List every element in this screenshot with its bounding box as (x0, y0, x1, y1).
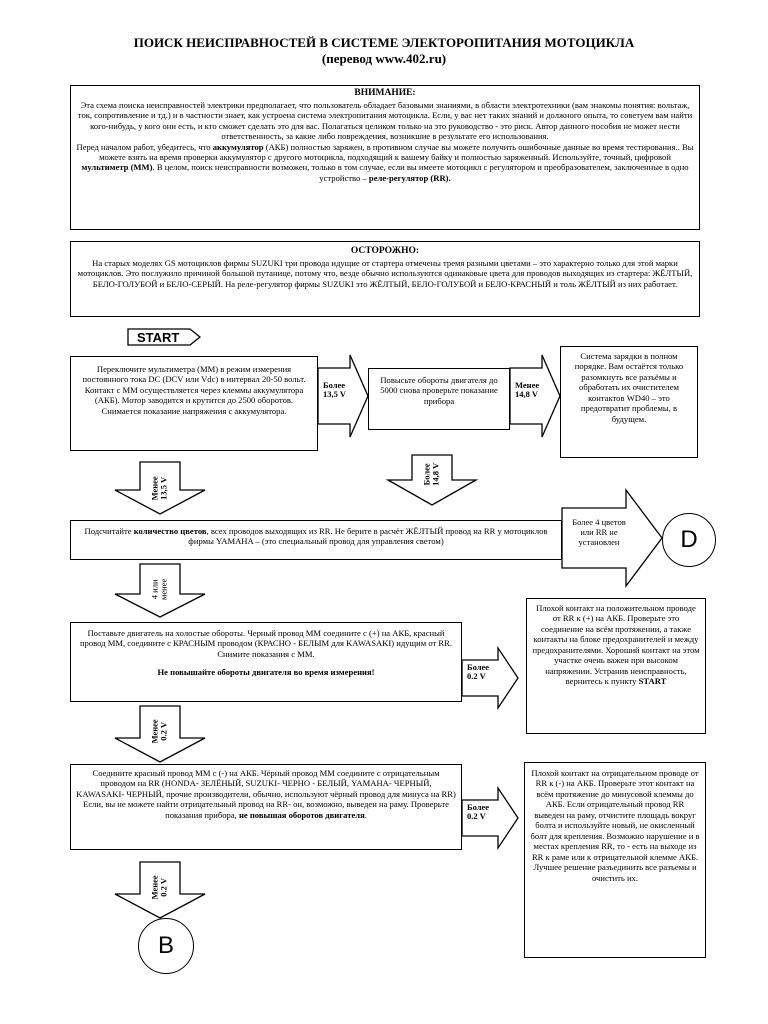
label-more-13-5: Более 13,5 V (323, 380, 346, 400)
start-label: START (137, 330, 180, 345)
warning-heading: ВНИМАНИЕ: (354, 88, 416, 98)
caution-text: На старых моделях GS мотоциклов фирмы SUZUKI три провода идущие от стартера отмечены тремя разными цветами – это характерно только для этой марки мотоциклов. Это послужило причиной большой путанице, потому что, везде обычно используются одинаковые цвета для проводов выходящих из стартера: ЖЁЛТЫЙ, БЕЛО-ГОЛУБОЙ и БЕЛО-СЕРЫЙ. На реле-регулятор фирмы SUZUKI это ЖЁЛТЫЙ, БЕЛО-ГОЛУБОЙ и БЕЛО-КРАСНЫЙ и толь ЖЁЛТЫЙ из них работает. (77, 257, 693, 289)
step4-warning: Не повышайте обороты двигателя во время измерения! (157, 667, 375, 678)
step3-box: Подсчитайте количество цветов, всех проводов выходящих из RR. Не берите в расчёт ЖЁЛТЫЙ провод на RR у мотоциклов фирмы YAMAHA – (это специальный провод для управления светом) (70, 520, 562, 560)
label-less-0-2-a: Менее 0.2 V (149, 719, 169, 744)
page-subtitle: (перевод www.402.ru) (321, 51, 447, 66)
negative-contact-box: Плохой контакт на отрицательном проводе от RR к (-) на АКБ. Проверьте этот контакт на всём протяжение до минусовой клеммы до АКБ. Если отрицательный провод RR выведен на раму, отчистите площадь вокруг болта и используйте новый, не окисленный болт для крепления. Возможно нарушение и в местах крепления RR, то - есть на выходе из RR к раме или к отрицательной клемме АКБ. Лучшее решение разъединить все разъемы и очистить их. (524, 762, 706, 958)
label-more-4-colors: Более 4 цветов или RR не установлен (572, 517, 626, 548)
page-title: ПОИСК НЕИСПРАВНОСТЕЙ В СИСТЕМЕ ЭЛЕКТОРОПИТАНИЯ МОТОЦИКЛА (133, 35, 635, 50)
step4-text: Поставьте двигатель на холостые обороты. Черный провод ММ соедините с (+) на АКБ, красный провод ММ, соедините с КРАСНЫМ проводом (КРАСНО - БЕЛЫМ для KAWASAKI) идущим от RR. Снимите показания с ММ. (79, 628, 453, 659)
label-more-0-2-a: Более 0.2 V (467, 662, 490, 682)
label-less-14-8: Менее 14,8 V (515, 380, 540, 400)
label-less-0-2-b: Менее 0.2 V (149, 875, 169, 900)
step2-box: Повысьте обороты двигателя до 5000 снова проверьте показание прибора (368, 368, 510, 430)
warning-paragraph-1: Эта схема поиска неисправностей электрики предполагает, что пользователь обладает базовыми знаниями, в области электротехники (вам знакомы понятия: вольтаж, ток, сопротивление и тд.) и в частности знает, как устроена система электропитания мотоцикла. Если, у вас нет таких знаний и должного опыта, то советуем вам найти кого-нибудь, у кого они есть, и кто сможет сделать это для вас. Полагаться целиком только на это руководство - это риск. Автор данного пособия не может нести ответственность, за какие либо повреждения, возникшие в результате его использования. (77, 99, 693, 142)
step4-box (70, 622, 462, 702)
positive-contact-box: Плохой контакт на положительном проводе от RR к (+) на АКБ. Проверьте это соединение на всём протяжении, а также контакты на блоке предохранителей и между предохранителями. Хороший контакт на этом участке очень важен при высоком напряжении. Устранив неисправность, вернитесь к пункту START (526, 598, 706, 734)
label-4-or-less: 4 или менее (149, 578, 169, 600)
ok-box: Система зарядки в полном порядке. Вам остаётся только разомкнуть все разъёмы и обработать их очистителем контактов WD40 – это предотвратит проблемы, в будущем. (560, 346, 698, 458)
step1-box: Переключите мультиметра (ММ) в режим измерения постоянного тока DC (DCV или Vdc) в интервал 20-50 вольт. Контакт с ММ осуществляется через клеммы аккумулятора (АКБ). Мотор заводится и крутится до 2500 оборотов. Снимается показание напряжения с аккумулятора. (70, 356, 318, 451)
label-more-14-8: Более 14,8 V (421, 462, 441, 486)
caution-heading: ОСТОРОЖНО: (350, 246, 420, 256)
circle-b: B (138, 918, 194, 974)
warning-paragraph-2: Перед началом работ, убедитесь, что аккумулятор (АКБ) полностью заряжен, в противном случае вы можете получить ошибочные данные во время тестирования.. Вы можете взять на время проверки аккумулятор с другого мотоцикла, подходящий к вашему байку и полностью заряженный. Используйте, точный, цифровой мультиметр (ММ). В целом, поиск неисправности возможен, только в том случае, если вы имеете мотоцикл с регулятором и преобразователем, заключенные в одно устройство – реле-регулятор (RR). (76, 141, 694, 183)
step5-box: Соедините красный провод ММ с (-) на АКБ. Чёрный провод ММ соедините с отрицательным проводом на RR (HONDA- ЗЕЛЁНЫЙ, SUZUKI- ЧЕРНО - БЕЛЫЙ, YAMAHA- ЧЕРНЫЙ, KAWASAKI- ЧЕРНЫЙ, прочие производители, обычно, используют чёрный провод для минуса на RR) Если, вы не можете найти отрицательный провод на RR- он, возможно, выведен на раму. Проверьте показания прибора, не повышая оборотов двигателя. (70, 764, 462, 850)
label-more-0-2-b: Более 0.2 V (467, 802, 490, 822)
circle-d: D (662, 513, 716, 567)
label-less-13-5: Менее 13,5 V (149, 476, 169, 501)
